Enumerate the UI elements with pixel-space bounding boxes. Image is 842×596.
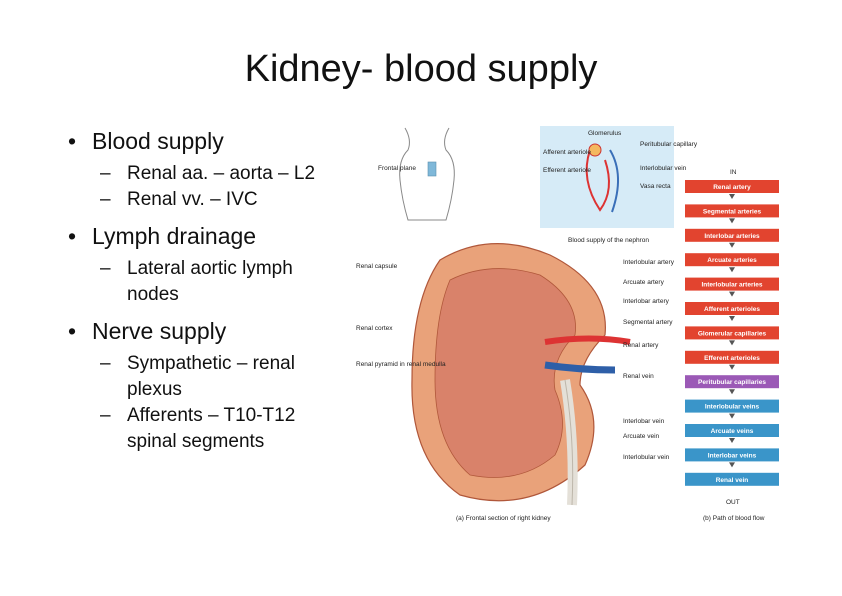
sub-bullet-dash: – [100,258,111,279]
sub-bullet-text: Renal aa. – aorta – L2 [127,163,316,184]
flow-step-label: Renal vein [715,476,749,484]
torso-label: Frontal plane [378,165,416,172]
bullet-nerve-supply [68,318,348,345]
nephron-interlobular-vein-label: Interlobular vein [640,165,687,172]
torso-icon [400,128,455,220]
sub-bullet-text: Renal vv. – IVC [127,189,258,210]
bullet-text: Lymph drainage [92,223,257,249]
label-renal-pyramid: Renal pyramid in renal medulla [356,361,446,368]
label-renal-cortex: Renal cortex [356,325,393,332]
nephron-glomerulus-label: Glomerulus [588,130,622,137]
bullet-blood-supply [68,128,348,155]
caption-frontal-section: (a) Frontal section of right kidney [456,515,551,522]
flow-arrow-icon [729,243,735,248]
sub-bullet-text: Sympathetic – renal plexus [127,353,295,400]
label-interlobar-vein: Interlobar vein [623,418,665,425]
flow-step-label: Efferent arterioles [704,354,760,362]
flow-step-label: Segmental arteries [702,208,762,216]
label-arcuate-vein: Arcuate vein [623,433,660,440]
flow-step-label: Arcuate arteries [707,257,757,265]
flow-arrow-icon [729,267,735,272]
sub-bullet [68,256,348,308]
flow-step-label: Interlobular arteries [701,281,763,289]
flow-out-label: OUT [726,499,740,506]
flow-arrow-icon [729,438,735,443]
sub-bullet-text: Lateral aortic lymph nodes [127,258,293,305]
flow-step-label: Interlobar veins [707,452,757,460]
sub-bullet [68,187,348,213]
label-renal-artery: Renal artery [623,342,659,349]
flow-step-label: Interlobar arteries [704,232,760,240]
flow-step-label: Renal artery [713,184,751,191]
flow-arrow-icon [729,194,735,199]
bullet-dot: • [68,223,77,249]
kidney-section-icon [412,244,630,505]
bullet-list [68,128,348,455]
slide-title: Kidney- blood supply [244,48,598,90]
sub-bullet-dash: – [100,405,111,426]
label-renal-vein: Renal vein [623,373,654,380]
label-segmental-artery: Segmental artery [623,319,673,326]
sub-bullet-dash: – [100,163,111,184]
flow-arrow-icon [729,414,735,419]
sub-bullet-text: Afferents – T10-T12 spinal segments [127,405,296,452]
bullet-dot: • [68,318,77,344]
flow-step-label: Peritubular capillaries [698,379,766,387]
flow-arrow-icon [729,462,735,467]
nephron-afferent-label: Afferent arteriole [543,149,591,156]
nephron-peritubular-label: Peritubular capillary [640,141,698,148]
sub-bullet [68,161,348,187]
label-renal-capsule: Renal capsule [356,263,398,270]
bullet-lymph-drainage [68,223,348,250]
flow-arrow-icon [729,316,735,321]
flow-arrow-icon [729,292,735,297]
sub-bullet-dash: – [100,189,111,210]
blood-flow-steps [685,180,779,486]
label-interlobular-vein: Interlobular vein [623,454,670,461]
flow-step-label: Afferent arterioles [704,306,760,313]
bullet-dot: • [68,128,77,154]
flow-arrow-icon [729,389,735,394]
flow-arrow-icon [729,365,735,370]
bullet-text: Nerve supply [92,318,227,344]
flow-arrow-icon [729,218,735,223]
nephron-caption: Blood supply of the nephron [568,237,649,244]
flow-step-label: Interlobular veins [704,403,760,411]
flow-arrow-icon [729,340,735,345]
bullet-text: Blood supply [92,128,224,154]
sub-bullet [68,351,348,403]
flow-step-label: Arcuate veins [710,428,754,435]
sub-bullet-dash: – [100,353,111,374]
caption-path-of-blood-flow: (b) Path of blood flow [703,515,765,522]
label-arcuate-artery: Arcuate artery [623,279,664,286]
nephron-efferent-label: Efferent arteriole [543,167,591,174]
flow-in-label: IN [730,169,737,176]
label-interlobular-artery: Interlobular artery [623,259,674,266]
kidney-blood-supply-figure [350,120,790,530]
nephron-vasa-recta-label: Vasa recta [640,183,671,190]
label-interlobar-artery: Interlobar artery [623,298,669,305]
sub-bullet [68,403,348,455]
flow-step-label: Glomerular capillaries [697,330,767,338]
